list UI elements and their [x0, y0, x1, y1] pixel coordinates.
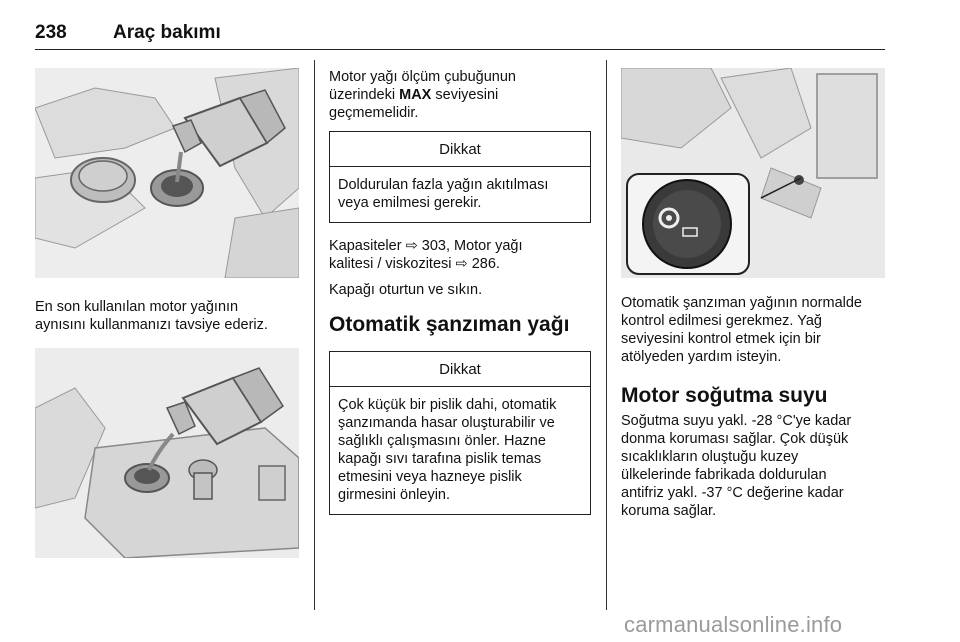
section-heading-transmission-fluid: Otomatik şanzıman yağı	[329, 313, 570, 336]
chapter-title: Araç bakımı	[113, 22, 221, 43]
page-reference-arrow-icon: ⇨	[455, 256, 468, 272]
column-divider-2	[606, 60, 607, 610]
transmission-cap-illustration	[621, 68, 885, 278]
right-column	[621, 68, 887, 520]
dipstick-max-text: Motor yağı ölçüm çubuğunun üzerindeki MAX seviyesini geçmemelidir.	[329, 69, 516, 121]
notice-body: Doldurulan fazla yağın akıtılması veya emilmesi gerekir.	[338, 177, 549, 211]
notice-title: Dikkat	[330, 352, 590, 387]
notice-body: Çok küçük bir pislik dahi, otomatik şanzımanda hasar oluşturabilir ve sağlıklı çalışmasını önler. Hazne kapağı sıvı tarafına pislik temas etmesini veya hazneye pislik girmesini önleyin.	[338, 397, 557, 503]
close-cap-text: Kapağı oturtun ve sıkın.	[329, 282, 483, 298]
page-header	[35, 14, 885, 54]
transmission-fluid-text: Otomatik şanzıman yağının normalde kontrol edilmesi gerekmez. Yağ seviyesini kontrol etmek için bir atölyeden yardım isteyin.	[621, 295, 862, 365]
notice-title: Dikkat	[330, 132, 590, 167]
coolant-text: Soğutma suyu yakl. -28 °C'ye kadar donma koruması sağlar. Çok düşük sıcaklıkların oluştuğu kuzey ülkelerinde fabrikada doldurulan antifriz yakl. -37 °C değerine kadar koruma sağlar.	[621, 413, 852, 519]
column-divider-1	[314, 60, 315, 610]
oil-recommendation-caption: En son kullanılan motor yağının aynısını kullanmanızı tavsiye ederiz.	[35, 299, 268, 333]
middle-column	[329, 68, 591, 515]
watermark: carmanualsonline.info	[624, 612, 843, 637]
notice-box-excess-oil	[329, 131, 591, 223]
header-divider	[35, 49, 885, 50]
notice-box-dirt	[329, 351, 591, 515]
engine-oil-pour-illustration	[35, 348, 299, 558]
section-heading-engine-coolant: Motor soğutma suyu	[621, 384, 828, 407]
max-label: MAX	[399, 87, 432, 103]
engine-oil-fill-illustration	[35, 68, 299, 278]
capacity-reference-text: Kapasiteler ⇨ 303, Motor yağı kalitesi / viskozitesi ⇨ 286.	[329, 238, 523, 272]
page-reference-arrow-icon: ⇨	[405, 238, 418, 254]
page-number: 238	[35, 22, 67, 43]
left-column	[35, 68, 299, 558]
